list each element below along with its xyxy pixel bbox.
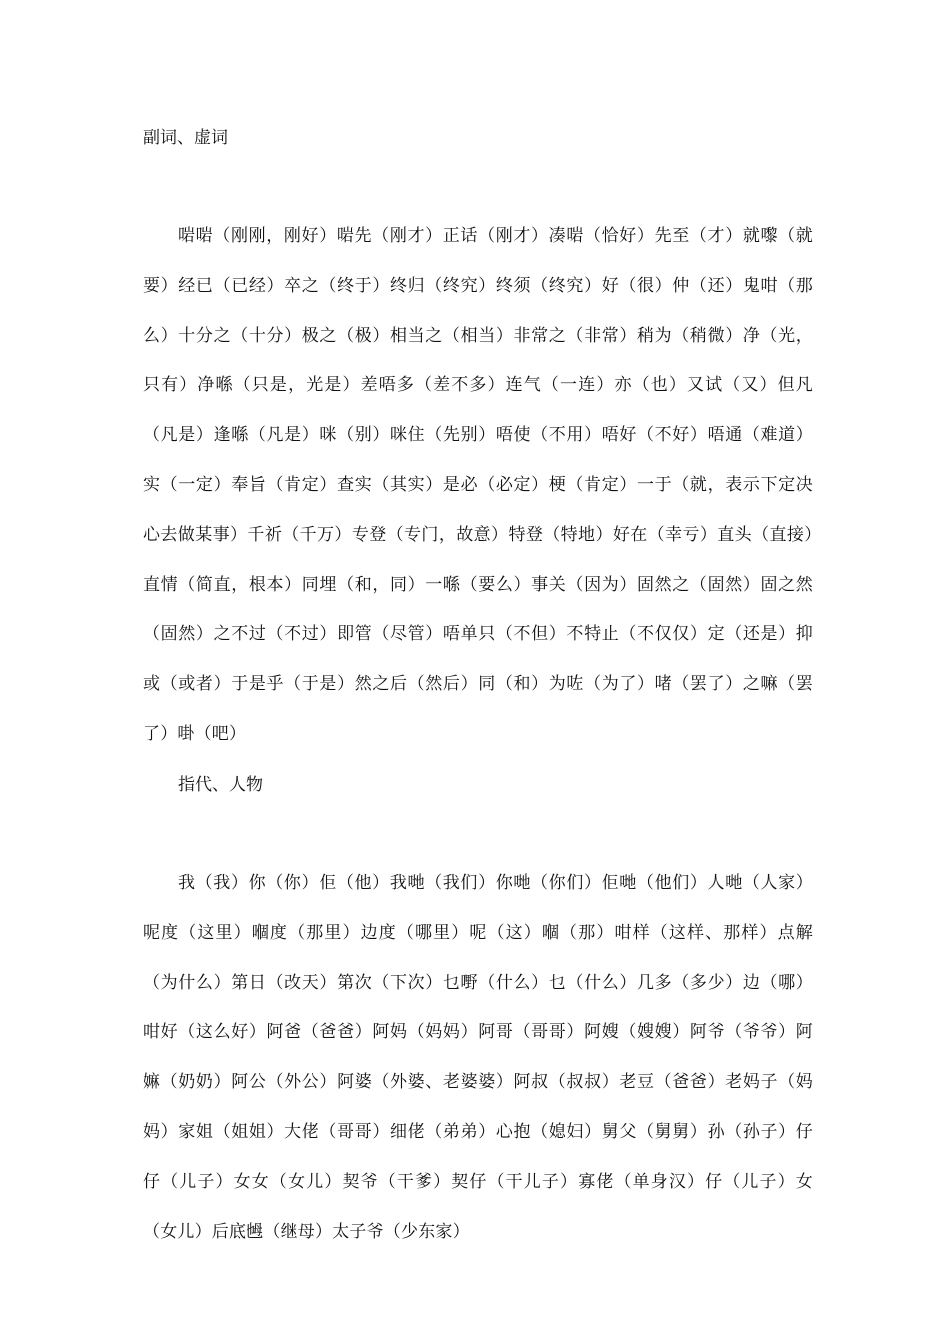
section-heading-adverbs: 副词、虚词 <box>143 128 228 148</box>
paragraph-pronouns: 我（我）你（你）佢（他）我哋（我们）你哋（你们）佢哋（他们）人哋（人家）呢度（这里）嗰度（那里）边度（哪里）呢（这）嗰（那）咁样（这样、那样）点解（为什么）第日（改天）第次（下次）乜嘢（什么）乜（什么）几多（多少）边（哪）咁好（这么好）阿爸（爸爸）阿妈（妈妈）阿哥（哥哥）阿嫂（嫂嫂）阿爷（爷爷）阿嫲（奶奶）阿公（外公）阿婆（外婆、老婆婆）阿叔（叔叔）老豆（爸爸）老妈子（妈妈）家姐（姐姐）大佬（哥哥）细佬（弟弟）心抱（媳妇）舅父（舅舅）孙（孙子）仔仔（儿子）女女（女儿）契爷（干爹）契仔（干儿子）寡佬（单身汉）仔（儿子）女（女儿）后底乸（继母）太子爷（少东家） <box>143 873 813 1242</box>
section-heading-pronouns: 指代、人物 <box>178 775 263 795</box>
paragraph-adverbs: 啱啱（刚刚，刚好）啱先（刚才）正话（刚才）凑啱（恰好）先至（才）就嚟（就要）经已（已经）卒之（终于）终归（终究）终须（终究）好（很）仲（还）鬼咁（那么）十分之（十分）极之（极）相当之（相当）非常之（非常）稍为（稍微）净（光，只有）净喺（只是，光是）差唔多（差不多）连气（一连）亦（也）又试（又）但凡（凡是）逢喺（凡是）咪（别）咪住（先别）唔使（不用）唔好（不好）唔通（难道）实（一定）奉旨（肯定）查实（其实）是必（必定）梗（肯定）一于（就，表示下定决心去做某事）千祈（千万）专登（专门，故意）特登（特地）好在（幸亏）直头（直接）直情（简直，根本）同埋（和，同）一喺（要么）事关（因为）固然之（固然）固之然（固然）之不过（不过）即管（尽管）唔单只（不但）不特止（不仅仅）定（还是）抑或（或者）于是乎（于是）然之后（然后）同（和）为咗（为了）啫（罢了）之嘛（罢了）啩（吧） <box>143 226 813 744</box>
